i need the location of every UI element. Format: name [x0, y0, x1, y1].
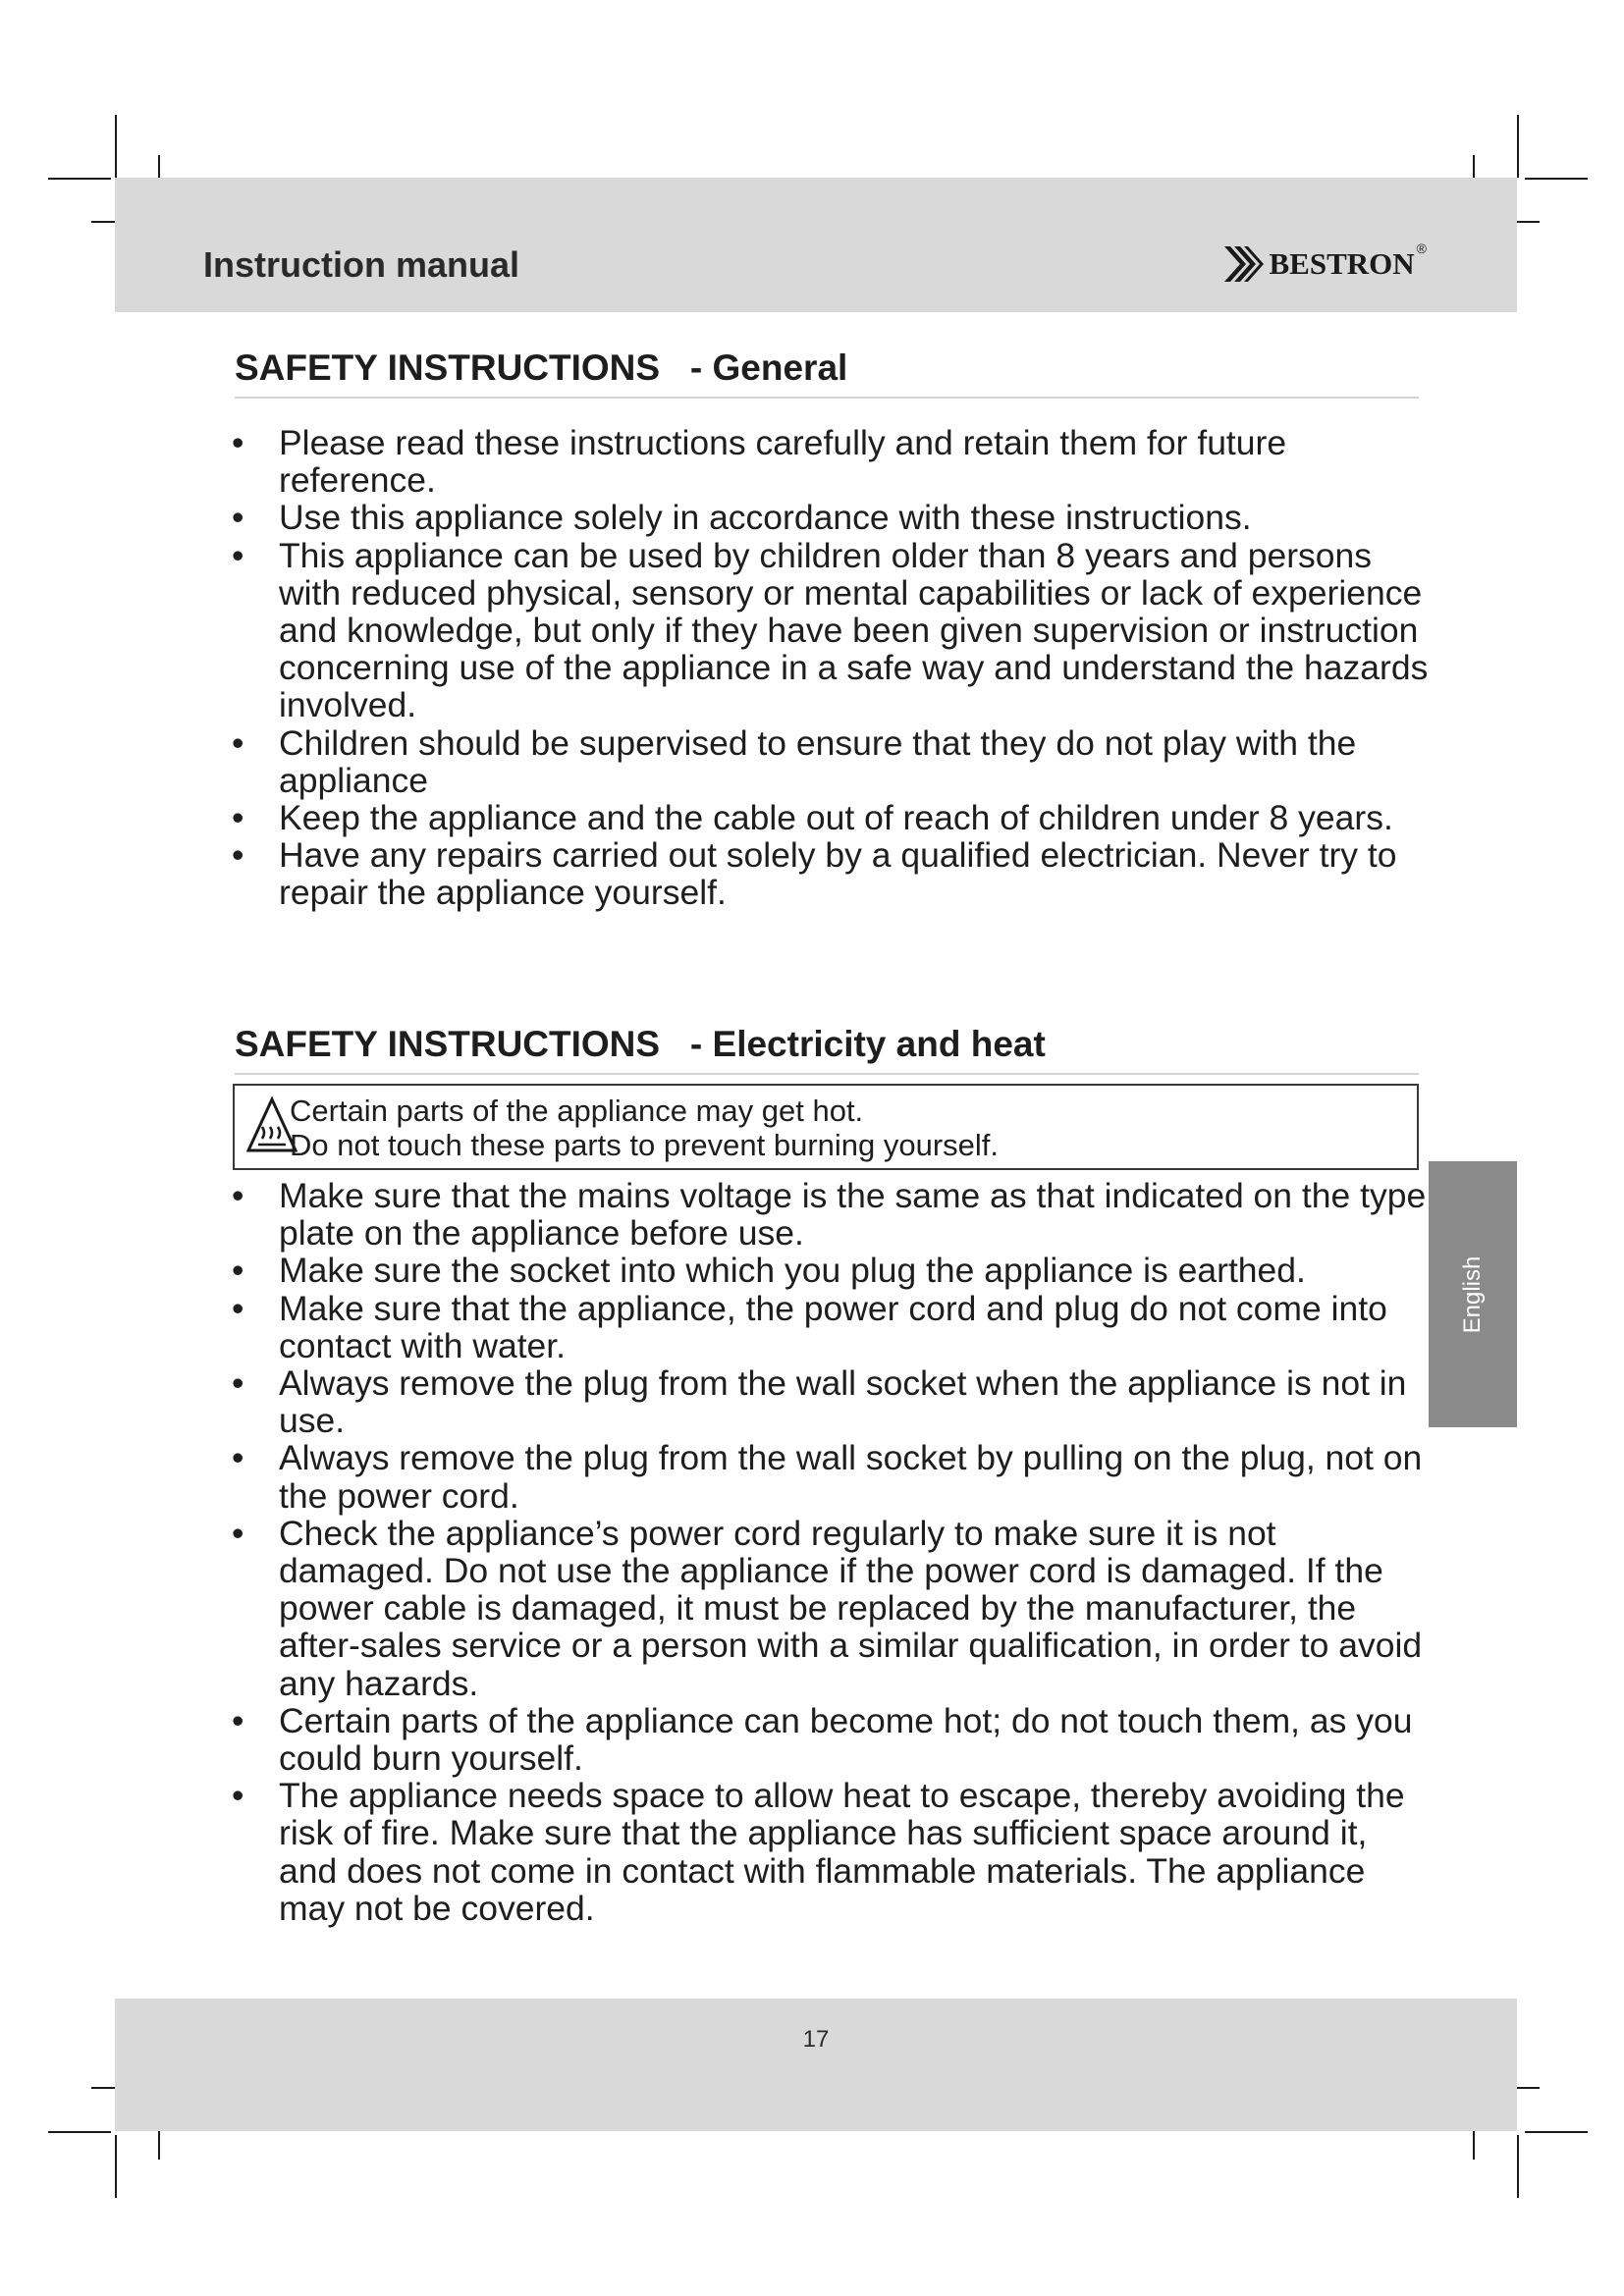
- electricity-instructions-list: [232, 1177, 1430, 1927]
- hot-surface-warning-box: [233, 1084, 1419, 1170]
- list-item: [232, 1252, 1430, 1289]
- section-title-electricity: SAFETY INSTRUCTIONS - Electricity and heat: [235, 1024, 1046, 1064]
- list-item-text: Check the appliance’s power cord regularly to make sure it is not damaged. Do not use the appliance if the power cord is damaged. If the power cable is damaged, it must be replaced by the manufacturer, the after-sales service or a person with a similar qualification, in order to avoid any hazards.: [279, 1513, 1423, 1703]
- list-item: [232, 1515, 1430, 1702]
- list-item: [232, 1177, 1430, 1252]
- crop-mark: [1525, 2131, 1588, 2133]
- bullet: •: [232, 722, 244, 763]
- list-item: [232, 799, 1430, 836]
- list-item-text: Keep the appliance and the cable out of reach of children under 8 years.: [279, 798, 1393, 838]
- list-item-text: Always remove the plug from the wall socket when the appliance is not in use.: [279, 1363, 1407, 1441]
- page-number: 17: [802, 2026, 830, 2053]
- bullet: •: [232, 798, 244, 838]
- bullet: •: [232, 1251, 244, 1291]
- crop-mark: [115, 2135, 117, 2198]
- bullet: •: [232, 1288, 244, 1328]
- list-item-text: Have any repairs carried out solely by a qualified electrician. Never try to repair the appliance yourself.: [279, 835, 1397, 913]
- list-item: [232, 1290, 1430, 1364]
- list-item: [232, 424, 1430, 499]
- section-divider: [235, 1073, 1419, 1075]
- list-item-text: Use this appliance solely in accordance with these instructions.: [279, 498, 1252, 538]
- list-item: [232, 1364, 1430, 1439]
- brand-chevron-icon: [1222, 244, 1264, 284]
- list-item-text: Always remove the plug from the wall socket by pulling on the plug, not on the power cord.: [279, 1438, 1423, 1516]
- bullet: •: [232, 423, 244, 462]
- bullet: •: [232, 1438, 244, 1478]
- list-item: [232, 1702, 1430, 1777]
- bullet: •: [232, 1776, 244, 1816]
- brand-logo: [1222, 236, 1428, 284]
- warning-line-1: Certain parts of the appliance may get hot.: [290, 1094, 864, 1128]
- section-title-general: SAFETY INSTRUCTIONS - General: [235, 347, 848, 388]
- bullet: •: [232, 1513, 244, 1553]
- header-bar: [115, 178, 1517, 312]
- header-title: Instruction manual: [203, 244, 520, 285]
- brand-name: bestron: [1269, 236, 1415, 284]
- list-item: [232, 1777, 1430, 1927]
- crop-mark: [1517, 2135, 1519, 2198]
- warning-line-2: Do not touch these parts to prevent burning yourself.: [290, 1128, 1000, 1162]
- bullet: •: [232, 1176, 244, 1215]
- crop-mark: [115, 115, 117, 178]
- list-item-text: This appliance can be used by children older than 8 years and persons with reduced physical, sensory or mental capabilities or lack of experience and knowledge, but only if they have been given supervision or instruction concerning use of the appliance in a safe way and understand the hazards involved.: [279, 535, 1429, 725]
- language-tab: [1429, 1161, 1517, 1427]
- bullet: •: [232, 1700, 244, 1740]
- crop-mark: [1517, 115, 1519, 178]
- crop-mark: [48, 2131, 111, 2133]
- list-item-text: Children should be supervised to ensure that they do not play with the appliance: [279, 722, 1357, 800]
- bullet: •: [232, 1363, 244, 1404]
- list-item-text: Certain parts of the appliance can become hot; do not touch them, as you could burn yourself.: [279, 1700, 1413, 1779]
- list-item-text: Make sure the socket into which you plug the appliance is earthed.: [279, 1251, 1306, 1291]
- warning-text: [290, 1094, 999, 1162]
- language-label: English: [1459, 1255, 1486, 1333]
- section-divider: [235, 397, 1419, 399]
- general-instructions-list: [232, 424, 1430, 912]
- list-item: [232, 537, 1430, 724]
- registered-mark: ®: [1416, 240, 1427, 256]
- list-item-text: Please read these instructions carefully and retain them for future reference.: [279, 423, 1287, 501]
- crop-mark: [1525, 178, 1588, 180]
- bullet: •: [232, 535, 244, 575]
- list-item: [232, 499, 1430, 536]
- list-item: [232, 724, 1430, 799]
- crop-mark: [48, 178, 111, 180]
- list-item-text: Make sure that the mains voltage is the same as that indicated on the type plate on the appliance before use.: [279, 1176, 1427, 1254]
- list-item: [232, 836, 1430, 911]
- bullet: •: [232, 498, 244, 538]
- list-item: [232, 1439, 1430, 1514]
- bullet: •: [232, 835, 244, 876]
- list-item-text: Make sure that the appliance, the power cord and plug do not come into contact with water.: [279, 1288, 1387, 1365]
- list-item-text: The appliance needs space to allow heat to escape, thereby avoiding the risk of fire. Make sure that the appliance has sufficient space around it, and does not come in contact with flammable materials. The appliance may not be covered.: [279, 1776, 1405, 1928]
- footer-bar: [115, 1999, 1517, 2131]
